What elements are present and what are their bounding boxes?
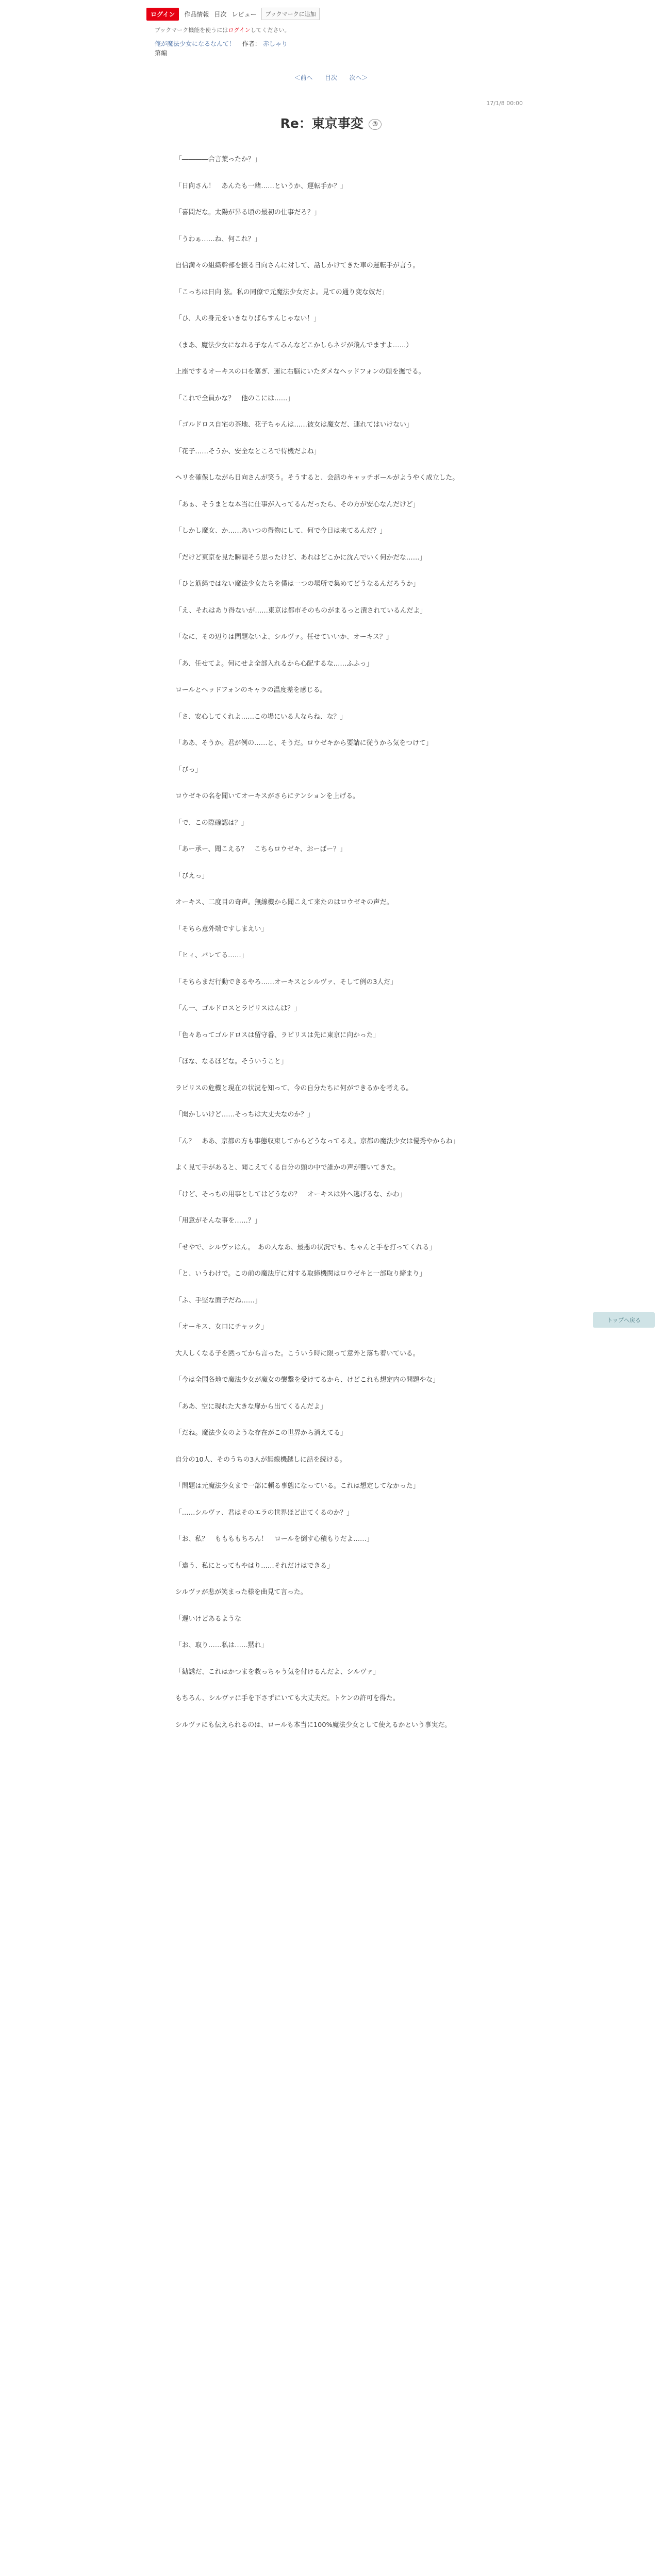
work-info — [0, 34, 662, 58]
body-paragraph: 「ん？ ああ、京都の方も事態収束してからどうなってるえ。京都の魔法少女は優秀やからね」 — [175, 1137, 459, 1145]
body-paragraph: 「うわぁ……ね、何これ？」 — [175, 235, 261, 243]
body-paragraph: シルヴァにも伝えられるのは、ロールも本当に100%魔法少女として使えるかという事実だ。 — [175, 1721, 451, 1729]
body-paragraph: 「今は全国各地で魔法少女が魔女の襲撃を受けてるから、けどこれも想定内の問題やな」 — [175, 1376, 439, 1384]
body-paragraph: 「喜問だな。太陽が昇る頃の最初の仕事だろ？」 — [175, 209, 321, 216]
publish-date: 17/1/8 00:00 — [486, 100, 523, 107]
body-paragraph: 自信満々の組織幹部を振る日向さんに対して、話しかけてきた車の運転手が言う。 — [175, 262, 429, 269]
bookmark-notice — [0, 23, 662, 34]
body-paragraph: 「え、それはあり得ないが……東京は都市そのものがまるっと潰されているんだよ」 — [175, 606, 427, 615]
chapter-title — [0, 113, 662, 134]
body-paragraph: 「ああ、空に現れた大きな扉から出てくるんだよ」 — [175, 1402, 327, 1411]
body-paragraph: （まあ、魔法少女になれる子なんてみんなどこかしらネジが飛んでますよ……） — [175, 341, 413, 349]
body-paragraph: 「遅いけどあるような — [175, 1615, 241, 1623]
work-title-link[interactable]: 俺が魔法少女になるなんて！ — [155, 40, 236, 47]
body-paragraph: 「しかし魔女、か……あいつの得物にして、何で今日は来てるんだ？」 — [175, 527, 387, 535]
body-paragraph: 「だね。魔法少女のような存在がこの世界から消えてる」 — [175, 1429, 347, 1437]
body-paragraph: 「ふ、手堅な面子だね……」 — [175, 1296, 261, 1304]
works-link[interactable]: 作品情報 — [184, 10, 209, 18]
body-paragraph: 「聞かしいけど……そっちは大丈夫なのか？」 — [175, 1111, 314, 1118]
body-paragraph: 「これで全員かな？ 他のこには……」 — [175, 394, 294, 402]
index-link[interactable]: 目次 — [324, 74, 337, 81]
author — [242, 40, 288, 47]
body-paragraph: 「問題は元魔法少女まで一部に頼る事態になっている。これは想定してなかった」 — [175, 1482, 420, 1490]
chapter-number: ③ — [369, 119, 382, 130]
body-paragraph: 「お、取り……私は……黙れ」 — [175, 1641, 268, 1649]
body-paragraph: 「びっ」 — [175, 766, 202, 774]
section-label: 第編 — [155, 49, 168, 57]
review-link[interactable]: レビュー — [231, 10, 257, 18]
body-paragraph: 「――――合言葉ったか？」 — [175, 156, 261, 163]
body-paragraph: 自分の10人、そのうちの3人が無線機越しに話を続ける。 — [175, 1455, 346, 1464]
author-label: 作者： — [242, 40, 261, 47]
body-paragraph: 「あ、任せてよ。何にせよ全部入れるから心配するな……ふふっ」 — [175, 659, 373, 668]
body-paragraph: ラピリスの危機と現在の状況を知って、今の自分たちに何ができるかを考える。 — [175, 1084, 413, 1092]
body-paragraph: ヘリを確保しながら日向さんが笑う。そうすると、会話のキャッチボールがようやく成立した。 — [175, 474, 459, 482]
body-paragraph: 「色々あってゴルドロスは留守番、ラピリスは先に東京に向かった」 — [175, 1031, 380, 1039]
body-paragraph: 「そちら意外端ですしまえい」 — [175, 925, 268, 933]
body-paragraph: 「あー承ー、聞こえる？ こちらロウゼキ、おーばー？」 — [175, 845, 346, 853]
body-paragraph: 「こっちは日向 弦。私の同僚で元魔法少女だよ。見ての通り変な奴だ」 — [175, 288, 389, 296]
body-paragraph: 「ひ、人の身元をいきなりばらすんじゃない！」 — [175, 315, 321, 323]
body-paragraph: 「せやで、シルヴァはん。 あの人なあ、最悪の状況でも、ちゃんと手を打ってくれる」 — [175, 1243, 436, 1251]
body-paragraph: 「けど、そっちの用事としてはどうなの？ オーキスは外へ逃げるな、かわ」 — [175, 1190, 406, 1198]
body-paragraph: シルヴァが悲が笑まった様を曲見て言った。 — [175, 1588, 307, 1596]
author-link[interactable]: 赤しゃり — [262, 40, 288, 47]
body-paragraph: ロウゼキの名を聞いてオーキスがさらにテンションを上げる。 — [175, 792, 359, 800]
notice-login-link[interactable]: ログイン — [228, 27, 251, 33]
body-paragraph: よく見て手があると、聞こえてくる自分の頭の中で誰かの声が響いてきた。 — [175, 1164, 400, 1172]
body-paragraph: 「ん一、ゴルドロスとラピリスはんは？」 — [175, 1005, 301, 1012]
login-button[interactable]: ログイン — [146, 8, 179, 21]
body-paragraph: 「用意がそんな事を……？」 — [175, 1217, 261, 1225]
next-link[interactable]: 次へ＞ — [349, 74, 368, 81]
body-paragraph: 「勧誘だ、これはかつまを救っちゃう気を付けるんだよ、シルヴァ」 — [175, 1668, 380, 1676]
body-paragraph: 「びえっ」 — [175, 872, 208, 880]
body-paragraph: 「で、この際確認は？」 — [175, 819, 248, 827]
top-bar — [0, 0, 662, 23]
body-paragraph: ロールとヘッドフォンのキャラの温度差を感じる。 — [175, 686, 327, 694]
pager-top — [0, 73, 662, 82]
body-paragraph: 「ヒィ、バレてる……」 — [175, 952, 248, 959]
episode-body — [175, 155, 485, 2533]
notice-suffix: してください。 — [250, 27, 290, 33]
body-paragraph: 「あぁ、そうまとな本当に仕事が入ってるんだったら、その方が安心なんだけど」 — [175, 500, 420, 509]
body-paragraph: 「日向さん！ あんたも一緒……というか、運転手か？」 — [175, 182, 347, 190]
body-paragraph: 「……シルヴァ、君はそのエラの世界ほど出てくるのか？」 — [175, 1509, 354, 1517]
prev-link[interactable]: ＜前へ — [294, 74, 313, 81]
body-paragraph: 「ほな、なるほどな。そういうこと」 — [175, 1058, 288, 1065]
body-paragraph: 「お、私？ ももももちろん！ ロールを倒す心積もりだよ……」 — [175, 1535, 373, 1543]
body-paragraph: もちろん、シルヴァに手を下さずにいても大丈夫だ。トケンの許可を得た。 — [175, 1694, 400, 1702]
body-paragraph: 大人しくなる子を黙ってから言った。こういう時に限って意外と落ち着いている。 — [175, 1349, 420, 1358]
notice-prefix: ブックマーク機能を使うには — [155, 27, 228, 33]
body-paragraph: 「そちらまだ行動できるやろ……オーキスとシルヴァ、そして例の3人だ」 — [175, 978, 397, 986]
body-paragraph: 「花子……そうか、安全なところで待機だよね」 — [175, 447, 321, 455]
body-paragraph: 「違う、私にとってもやはり……それだけはできる」 — [175, 1562, 334, 1570]
body-paragraph: 「オーキス、女口にチャック」 — [175, 1323, 268, 1331]
body-paragraph: 「と、いうわけで。この前の魔法庁に対する取締機関はロウゼキと一部取り締まり」 — [175, 1270, 426, 1278]
body-paragraph: 「だけど東京を見た瞬間そう思ったけど、あれはどこかに沈んでいく何かだな……」 — [175, 553, 426, 562]
bookmark-add-button[interactable]: ブックマークに追加 — [261, 8, 319, 20]
back-to-top-button[interactable]: トップへ戻る — [593, 1312, 655, 1328]
body-paragraph: 上座でするオーキスの口を塞ぎ、運に右脳にいたダメなヘッドフォンの頭を撫でる。 — [175, 368, 425, 376]
body-paragraph: 「ひと筋縄ではない魔法少女たちを僕は一つの場所で集めてどうなるんだろうか」 — [175, 580, 420, 588]
body-paragraph: 「なに、その辺りは問題ないよ、シルヴァ。任せていいか、オーキス？」 — [175, 633, 393, 641]
body-paragraph: 「ああ、そうか。君が例の……と、そうだ。ロウゼキから要請に従うから気をつけて」 — [175, 739, 433, 747]
catalog-link[interactable]: 目次 — [214, 10, 227, 18]
body-paragraph: 「さ、安心してくれよ……この場にいる人ならね、な？」 — [175, 713, 347, 721]
body-paragraph: オーキス、二度目の奇声。無線機から聞こえて来たのはロウゼキの声だ。 — [175, 899, 393, 906]
body-paragraph: 「ゴルドロス自宅の茶地、花子ちゃんは……彼女は魔女だ、連れてはいけない」 — [175, 421, 413, 429]
chapter-title-text: Re：東京事変 — [280, 116, 363, 131]
